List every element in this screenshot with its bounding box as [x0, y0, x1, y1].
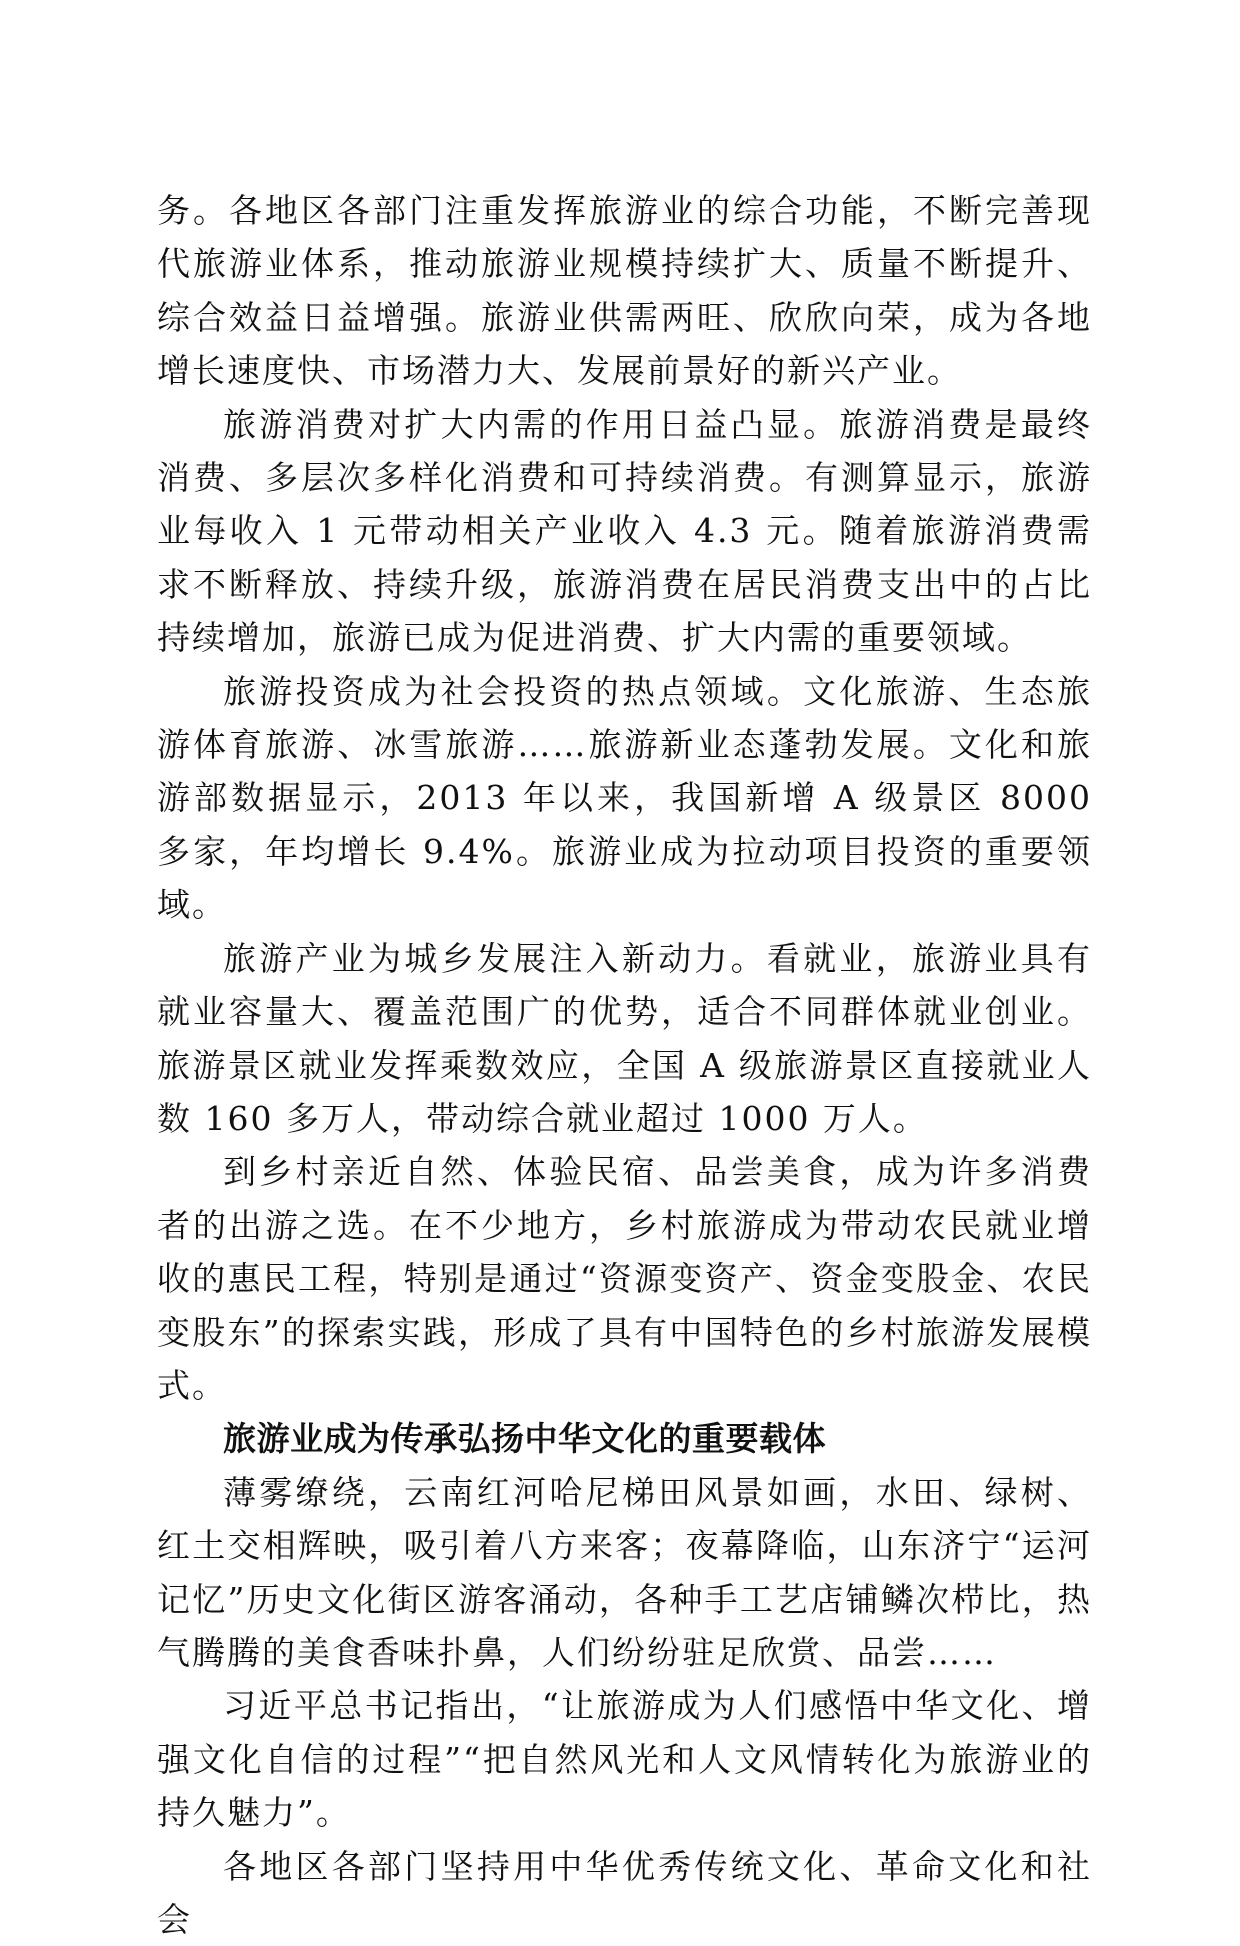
section-heading: 旅游业成为传承弘扬中华文化的重要载体 [223, 1419, 826, 1459]
paragraph-urban-rural-development: 旅游产业为城乡发展注入新动力。看就业，旅游业具有就业容量大、覆盖范围广的优势，适合不同群体就业创业。旅游景区就业发挥乘数效应，全国 A 级旅游景区直接就业人数 160 多万人，带动综合就业超过 1000 万人。 [157, 938, 1092, 1138]
paragraph-tourism-consumption: 旅游消费对扩大内需的作用日益凸显。旅游消费是最终消费、多层次多样化消费和可持续消费。有测算显示，旅游业每收入 1 元带动相关产业收入 4.3 元。随着旅游消费需求不断释放、持续升级，旅游消费在居民消费支出中的占比持续增加，旅游已成为促进消费、扩大内需的重要领域。 [157, 404, 1092, 658]
paragraph-scenery: 薄雾缭绕，云南红河哈尼梯田风景如画，水田、绿树、红土交相辉映，吸引着八方来客；夜幕降临，山东济宁“运河记忆”历史文化街区游客涌动，各种手工艺店铺鳞次栉比，热气腾腾的美食香味扑鼻，人们纷纷驻足欣赏、品尝…… [157, 1472, 1092, 1672]
paragraph-tourism-investment: 旅游投资成为社会投资的热点领域。文化旅游、生态旅游体育旅游、冰雪旅游……旅游新业态蓬勃发展。文化和旅游部数据显示，2013 年以来，我国新增 A 级景区 8000 多家，年均增长 9.4%。旅游业成为拉动项目投资的重要领域。 [157, 671, 1092, 925]
paragraph-quote: 习近平总书记指出，“让旅游成为人们感悟中华文化、增强文化自信的过程”“把自然风光和人文风情转化为旅游业的持久魅力”。 [157, 1686, 1092, 1833]
article-body [157, 184, 1092, 1946]
paragraph-continued: 务。各地区各部门注重发挥旅游业的综合功能，不断完善现代旅游业体系，推动旅游业规模持续扩大、质量不断提升、综合效益日益增强。旅游业供需两旺、欣欣向荣，成为各地增长速度快、市场潜力大、发展前景好的新兴产业。 [157, 191, 1092, 391]
paragraph-truncated: 各地区各部门坚持用中华优秀传统文化、革命文化和社会 [157, 1846, 1092, 1939]
paragraph-rural-tourism: 到乡村亲近自然、体验民宿、品尝美食，成为许多消费者的出游之选。在不少地方，乡村旅游成为带动农民就业增收的惠民工程，特别是通过“资源变资产、资金变股金、农民变股东”的探索实践，形成了具有中国特色的乡村旅游发展模式。 [157, 1152, 1092, 1405]
